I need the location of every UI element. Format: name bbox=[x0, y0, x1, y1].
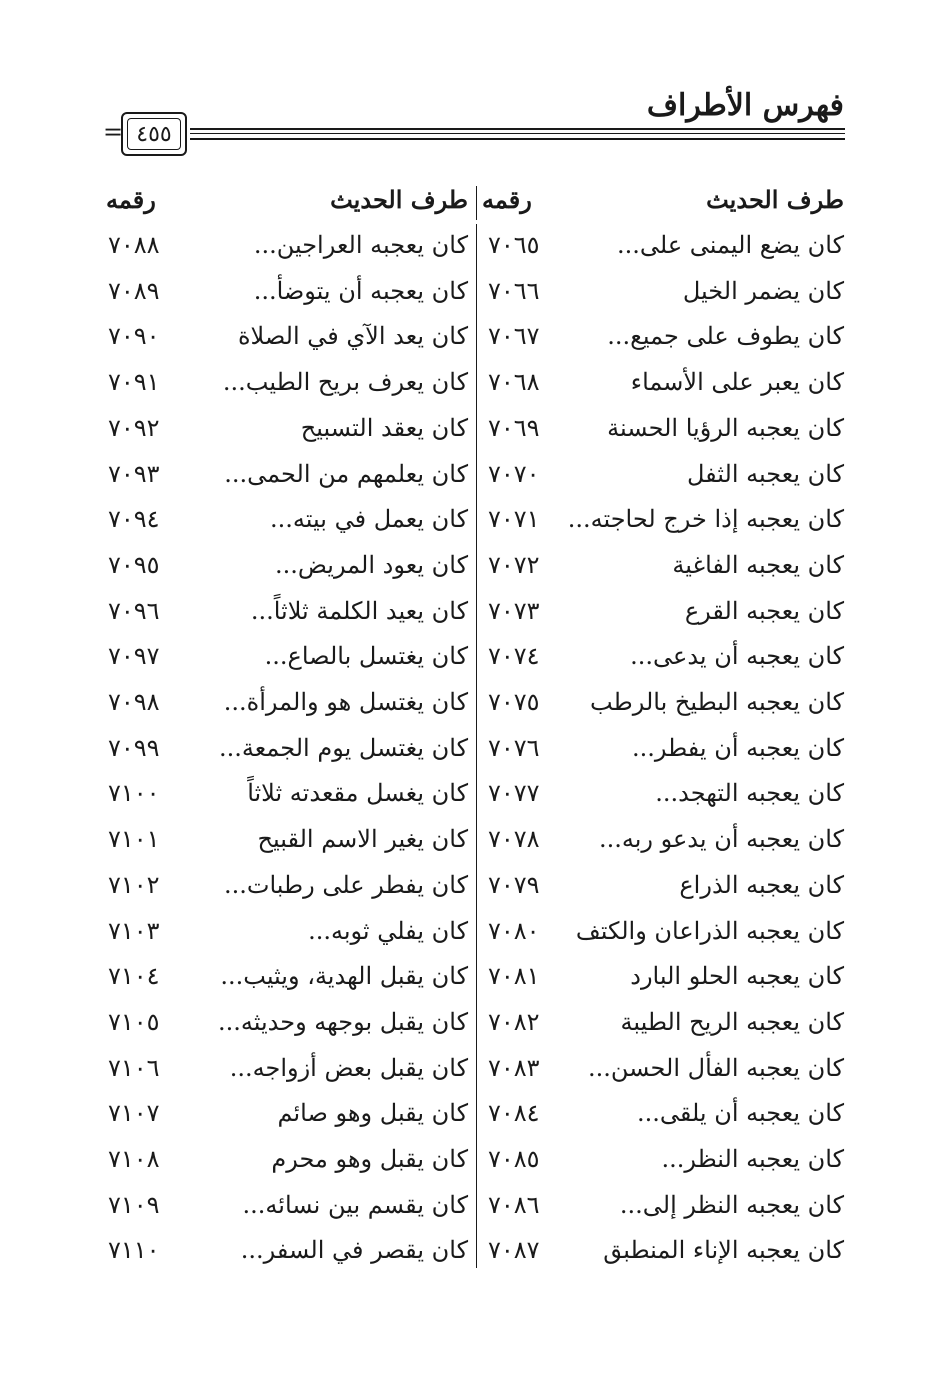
left-hadith-number: ٧١٠٣ bbox=[108, 917, 160, 945]
page-title: فهرس الأطراف bbox=[646, 88, 844, 123]
left-hadith-number: ٧٠٩٠ bbox=[108, 322, 160, 350]
left-hadith-entry: كان يعد الآي في الصلاة bbox=[237, 322, 468, 350]
left-hadith-number: ٧٠٨٩ bbox=[108, 277, 160, 305]
header-rule-lower bbox=[190, 138, 845, 140]
left-hadith-number: ٧١٠٠ bbox=[108, 779, 160, 807]
right-hadith-number: ٧٠٧٥ bbox=[488, 688, 540, 716]
left-hadith-entry: كان يعود المريض... bbox=[274, 551, 468, 579]
right-hadith-number: ٧٠٦٨ bbox=[488, 368, 540, 396]
right-hadith-entry: كان يعجبه القرع bbox=[684, 597, 844, 625]
left-hadith-number: ٧٠٩٢ bbox=[108, 414, 160, 442]
right-hadith-number: ٧٠٧١ bbox=[488, 505, 540, 533]
right-hadith-number: ٧٠٧٢ bbox=[488, 551, 540, 579]
right-hadith-entry: كان يعجبه إذا خرج لحاجته... bbox=[567, 505, 844, 533]
right-hadith-number: ٧٠٧٨ bbox=[488, 825, 540, 853]
right-hadith-entry: كان يعجبه الحلو البارد bbox=[630, 962, 844, 990]
right-hadith-entry: كان يعجبه الرؤيا الحسنة bbox=[607, 414, 844, 442]
right-hadith-entry: كان يعجبه الثفل bbox=[686, 460, 844, 488]
right-hadith-number: ٧٠٧٩ bbox=[488, 871, 540, 899]
left-hadith-number: ٧٠٩٦ bbox=[108, 597, 160, 625]
page-number-box bbox=[121, 112, 187, 156]
left-hadith-entry: كان يقسم بين نسائه... bbox=[242, 1191, 468, 1219]
left-hadith-number: ٧٠٩٥ bbox=[108, 551, 160, 579]
header-rule-thin bbox=[190, 133, 845, 134]
right-hadith-number: ٧٠٨٤ bbox=[488, 1099, 540, 1127]
right-hadith-number: ٧٠٧٧ bbox=[488, 779, 540, 807]
left-hadith-entry: كان يعمل في بيته... bbox=[270, 505, 468, 533]
left-hadith-number: ٧٠٩٤ bbox=[108, 505, 160, 533]
right-hadith-number: ٧٠٨٦ bbox=[488, 1191, 540, 1219]
right-hadith-number: ٧٠٦٦ bbox=[488, 277, 540, 305]
left-hadith-entry: كان يعجبه أن يتوضأ... bbox=[253, 277, 468, 305]
right-hadith-number: ٧٠٨١ bbox=[488, 962, 540, 990]
left-hadith-entry: كان يغسل مقعدته ثلاثاً bbox=[247, 779, 468, 807]
right-hadith-entry: كان يعجبه الريح الطيبة bbox=[620, 1008, 844, 1036]
right-number-header: رقمه bbox=[482, 185, 532, 214]
left-hadith-number: ٧٠٩٧ bbox=[108, 642, 160, 670]
left-hadith-entry: كان يعجبه العراجين... bbox=[253, 231, 468, 259]
right-hadith-number: ٧٠٨٣ bbox=[488, 1054, 540, 1082]
header-rule bbox=[190, 128, 845, 130]
right-hadith-number: ٧٠٧٠ bbox=[488, 460, 540, 488]
left-hadith-entry: كان يقبل بعض أزواجه... bbox=[229, 1054, 468, 1082]
left-hadith-entry: كان يغتسل يوم الجمعة... bbox=[219, 734, 468, 762]
right-hadith-entry: كان يضع اليمنى على... bbox=[616, 231, 844, 259]
left-hadith-number: ٧١٠٢ bbox=[108, 871, 160, 899]
left-hadith-number: ٧١٠٥ bbox=[108, 1008, 160, 1036]
left-hadith-entry: كان يغتسل بالصاع... bbox=[264, 642, 468, 670]
right-hadith-entry: كان يعجبه النظر إلى... bbox=[619, 1191, 844, 1219]
right-hadith-number: ٧٠٨٥ bbox=[488, 1145, 540, 1173]
left-hadith-entry: كان يقبل بوجهه وحديثه... bbox=[217, 1008, 468, 1036]
right-hadith-entry: كان يعجبه الإناء المنطبق bbox=[603, 1236, 844, 1264]
page-marker: = bbox=[103, 118, 124, 146]
left-hadith-number: ٧١٠٩ bbox=[108, 1191, 160, 1219]
left-hadith-entry: كان يغير الاسم القبيح bbox=[257, 825, 468, 853]
left-hadith-entry: كان يقبل الهدية، ويثيب... bbox=[220, 962, 468, 990]
right-hadith-entry: كان يعجبه الفاغية bbox=[672, 551, 844, 579]
right-hadith-number: ٧٠٨٢ bbox=[488, 1008, 540, 1036]
left-hadith-number: ٧٠٩١ bbox=[108, 368, 160, 396]
left-hadith-number: ٧١٠٧ bbox=[108, 1099, 160, 1127]
left-hadith-number: ٧٠٩٩ bbox=[108, 734, 160, 762]
left-hadith-entry: كان يعلمهم من الحمى... bbox=[224, 460, 468, 488]
right-hadith-entry: كان يعجبه أن يفطر... bbox=[631, 734, 844, 762]
right-hadith-header: طرف الحديث bbox=[706, 185, 844, 214]
right-hadith-entry: كان يضمر الخيل bbox=[682, 277, 844, 305]
left-hadith-number: ٧١٠٤ bbox=[108, 962, 160, 990]
right-hadith-number: ٧٠٧٦ bbox=[488, 734, 540, 762]
right-hadith-entry: كان يعجبه النظر... bbox=[661, 1145, 844, 1173]
header-divider bbox=[476, 186, 477, 220]
left-hadith-number: ٧١٠١ bbox=[108, 825, 160, 853]
page-number: ٤٥٥ bbox=[127, 118, 181, 150]
column-divider bbox=[476, 224, 477, 1268]
right-hadith-entry: كان يعجبه الفأل الحسن... bbox=[587, 1054, 844, 1082]
left-number-header: رقمه bbox=[106, 185, 156, 214]
right-hadith-entry: كان يعجبه أن يدعو ربه... bbox=[598, 825, 844, 853]
right-hadith-entry: كان يعجبه الذراعان والكتف bbox=[575, 917, 844, 945]
left-hadith-entry: كان يعقد التسبيح bbox=[300, 414, 468, 442]
right-hadith-number: ٧٠٦٩ bbox=[488, 414, 540, 442]
left-hadith-entry: كان يغتسل هو والمرأة... bbox=[223, 688, 468, 716]
left-hadith-number: ٧١٠٨ bbox=[108, 1145, 160, 1173]
right-hadith-number: ٧٠٨٠ bbox=[488, 917, 540, 945]
left-hadith-number: ٧٠٩٣ bbox=[108, 460, 160, 488]
right-hadith-number: ٧٠٦٥ bbox=[488, 231, 540, 259]
right-hadith-entry: كان يعجبه البطيخ بالرطب bbox=[590, 688, 844, 716]
left-hadith-entry: كان يقبل وهو صائم bbox=[277, 1099, 468, 1127]
left-hadith-entry: كان يفطر على رطبات... bbox=[224, 871, 468, 899]
right-hadith-entry: كان يعجبه أن يلقى... bbox=[636, 1099, 844, 1127]
right-hadith-entry: كان يعجبه الذراع bbox=[679, 871, 844, 899]
right-hadith-number: ٧٠٧٤ bbox=[488, 642, 540, 670]
left-hadith-entry: كان يقصر في السفر... bbox=[240, 1236, 468, 1264]
right-hadith-number: ٧٠٦٧ bbox=[488, 322, 540, 350]
left-hadith-entry: كان يعيد الكلمة ثلاثاً... bbox=[250, 597, 468, 625]
left-hadith-number: ٧٠٨٨ bbox=[108, 231, 160, 259]
right-hadith-number: ٧٠٧٣ bbox=[488, 597, 540, 625]
right-hadith-entry: كان يطوف على جميع... bbox=[607, 322, 844, 350]
left-hadith-entry: كان يعرف بريح الطيب... bbox=[222, 368, 468, 396]
left-hadith-number: ٧٠٩٨ bbox=[108, 688, 160, 716]
left-hadith-entry: كان يفلي ثوبه... bbox=[308, 917, 468, 945]
left-hadith-number: ٧١١٠ bbox=[108, 1236, 160, 1264]
right-hadith-entry: كان يعبر على الأسماء bbox=[630, 368, 844, 396]
left-hadith-header: طرف الحديث bbox=[330, 185, 468, 214]
right-hadith-entry: كان يعجبه التهجد... bbox=[655, 779, 844, 807]
left-hadith-entry: كان يقبل وهو محرم bbox=[271, 1145, 468, 1173]
right-hadith-number: ٧٠٨٧ bbox=[488, 1236, 540, 1264]
left-hadith-number: ٧١٠٦ bbox=[108, 1054, 160, 1082]
right-hadith-entry: كان يعجبه أن يدعى... bbox=[630, 642, 844, 670]
